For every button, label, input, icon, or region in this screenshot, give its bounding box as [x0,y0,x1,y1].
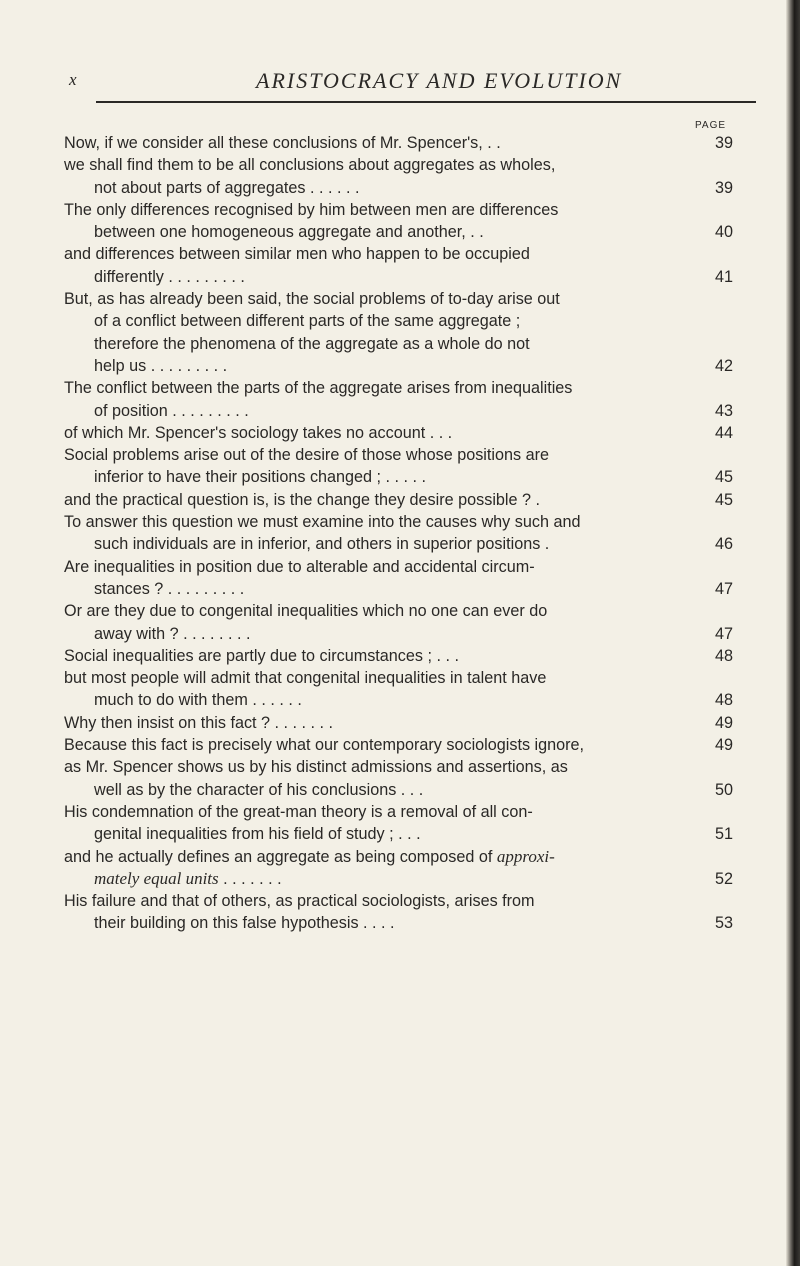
entry-text-line: as Mr. Spencer shows us by his distinct admissions and assertions, as [64,758,568,777]
contents-entry [64,132,744,154]
contents-entry [64,377,744,422]
contents-entry [64,801,744,846]
contents-list [64,132,744,935]
entry-page-number: 47 [714,624,733,643]
page-folio: x [69,70,77,89]
contents-entry [64,154,744,199]
entry-text-line: of which Mr. Spencer's sociology takes no account . . . [64,423,453,442]
entry-text-line: their building on this false hypothesis . . . . [94,914,395,933]
contents-entry [64,556,744,601]
contents-entry [64,422,744,444]
entry-text-line: His condemnation of the great-man theory is a removal of all con- [64,802,533,821]
running-title: ARISTOCRACY AND EVOLUTION [256,68,623,93]
entry-text-line [64,868,744,890]
entry-text-line: inferior to have their positions changed ; . . . . . [94,468,427,487]
entry-text-line: Social problems arise out of the desire of those whose positions are [64,446,549,465]
contents-entry [64,288,744,377]
contents-entry [64,600,744,645]
entry-page-number: 49 [714,736,733,755]
entry-page-number: 45 [714,468,733,487]
entry-page-number: 51 [714,825,733,844]
entry-page-number: 48 [714,646,733,665]
entry-text-line: but most people will admit that congenital inequalities in talent have [64,669,547,688]
entry-text-line: well as by the character of his conclusions . . . [94,780,424,799]
entry-text-line: and differences between similar men who happen to be occupied [64,245,530,264]
entry-text-line: not about parts of aggregates . . . . . . [94,178,360,197]
entry-text-line: Why then insist on this fact ? . . . . . . . [64,713,333,732]
entry-text-line [64,846,744,868]
entry-page-number: 42 [714,356,733,375]
entry-page-number: 48 [714,691,733,710]
entry-text-line: we shall find them to be all conclusions about aggregates as wholes, [64,156,556,175]
entry-page-number: 43 [714,401,733,420]
entry-page-number: 49 [714,713,733,732]
entry-text-line: To answer this question we must examine into the causes why such and [64,513,581,532]
entry-text-line: between one homogeneous aggregate and another, . . [94,223,484,242]
header-rule [96,101,756,103]
entry-text-line: But, as has already been said, the social problems of to-day arise out [64,290,560,309]
contents-entry [64,756,744,801]
entry-text-line: of position . . . . . . . . . [94,401,249,420]
contents-entry [64,243,744,288]
contents-entry [64,846,744,891]
contents-entry [64,890,744,935]
contents-entry [64,444,744,489]
contents-entry [64,734,744,756]
running-header [0,70,780,96]
entry-text-line: therefore the phenomena of the aggregate as a whole do not [94,334,530,353]
entry-text-line: differently . . . . . . . . . [94,267,245,286]
entry-page-number: 50 [714,780,733,799]
entry-text-line: help us . . . . . . . . . [94,356,228,375]
entry-text-line: and the practical question is, is the change they desire possible ? . [64,490,541,509]
entry-text-line: Are inequalities in position due to alterable and accidental circum- [64,557,535,576]
entry-text-italic: mately equal units [94,868,219,888]
contents-entry [64,712,744,734]
contents-entry [64,511,744,556]
entry-text-plain: and he actually defines an aggregate as being composed of [64,847,497,866]
page-column-label: PAGE [695,120,727,131]
entry-text-line: much to do with them . . . . . . [94,691,302,710]
entry-text-line: Now, if we consider all these conclusions of Mr. Spencer's, . . [64,134,501,152]
entry-text-line: of a conflict between different parts of the same aggregate ; [94,312,521,331]
entry-text-line: Because this fact is precisely what our contemporary sociologists ignore, [64,736,585,755]
entry-page-number: 41 [714,267,733,286]
entry-page-number: 47 [714,579,733,598]
entry-page-number: 39 [714,134,733,152]
entry-text-line: away with ? . . . . . . . . [94,624,251,643]
entry-page-number: 53 [714,914,733,933]
contents-entry [64,645,744,667]
entry-text-line: The conflict between the parts of the aggregate arises from inequalities [64,379,573,398]
entry-page-number: 45 [714,490,733,509]
entry-text-italic: approxi- [496,846,555,866]
entry-text-line: His failure and that of others, as practical sociologists, arises from [64,892,535,911]
contents-entry [64,489,744,511]
entry-page-number: 39 [714,178,733,197]
entry-page-number: 40 [714,223,733,242]
contents-entry [64,667,744,712]
contents-entry [64,199,744,244]
entry-text-line: stances ? . . . . . . . . . [94,579,245,598]
entry-leader-dots: . . . . . . . [218,869,282,888]
entry-text-line: Or are they due to congenital inequalities which no one can ever do [64,602,548,621]
entry-text-line: The only differences recognised by him between men are differences [64,200,559,219]
entry-page-number: 46 [714,535,733,554]
entry-page-number: 44 [714,423,733,442]
entry-text-line: Social inequalities are partly due to circumstances ; . . . [64,646,459,665]
page-edge-shadow [786,0,800,1266]
entry-page-number: 52 [714,869,733,888]
entry-text-line: such individuals are in inferior, and others in superior positions . [94,535,550,554]
entry-text-line: genital inequalities from his field of study ; . . . [94,825,421,844]
